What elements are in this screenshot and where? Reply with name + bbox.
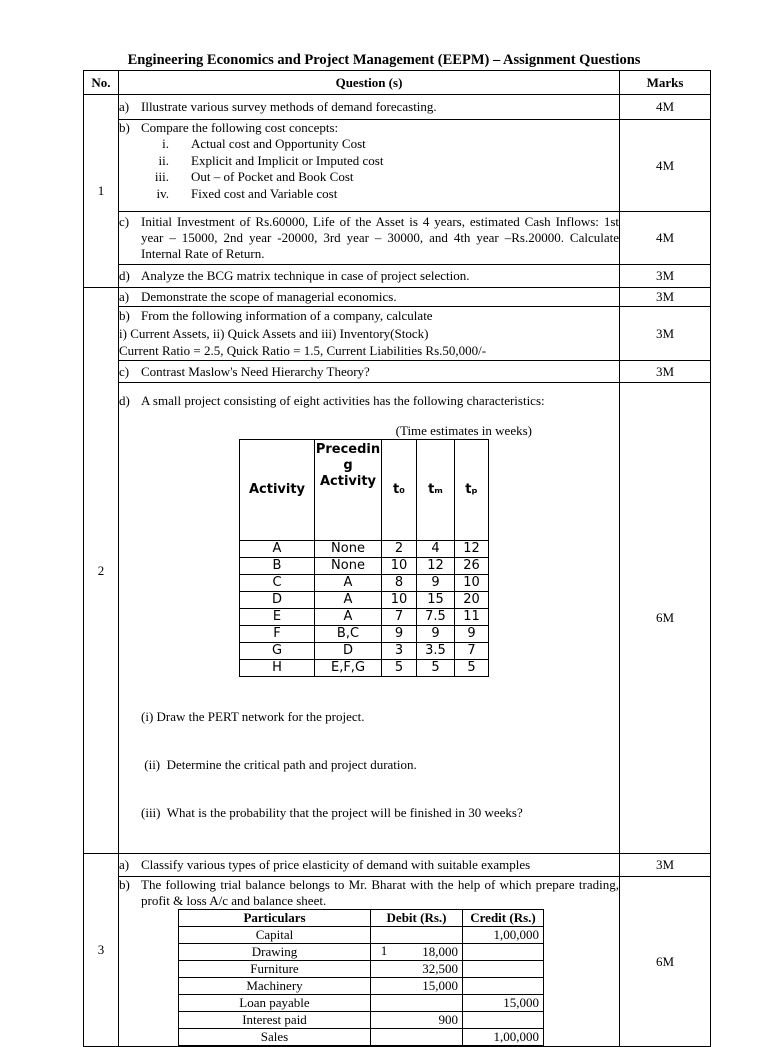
trial-balance-row: Loan payable 15,000 [179, 995, 544, 1012]
q1b-marks: 4M [620, 120, 711, 212]
q1d-label: d) [119, 268, 130, 283]
q2b-row [84, 307, 711, 361]
q3b-row [84, 877, 711, 1047]
q3b-marks: 6M [620, 877, 711, 1047]
q1b-text: Compare the following cost concepts: [141, 120, 339, 135]
q2d-subquestion: (iii) What is the probability that the project will be finished in 30 weeks? [141, 805, 523, 820]
trial-balance-row: Sales 1,00,000 [179, 1029, 544, 1046]
pert-row: D A 10 15 20 [240, 592, 489, 609]
q1c-text: Initial Investment of Rs.60000, Life of the Asset is 4 years, estimated Cash Inflows: 1st year – 15000, 2nd year -20000, 3rd year – 30000, and 4th year –Rs.20000. Calculate Internal Rate of Return. [141, 214, 619, 261]
q1a-label: a) [119, 99, 130, 114]
pert-header-tp: tₚ [455, 440, 489, 541]
q3a-label: a) [119, 857, 130, 872]
pert-row: C A 8 9 10 [240, 575, 489, 592]
trial-balance-row: Interest paid 900 [179, 1012, 544, 1029]
trial-balance-row: Furniture 32,500 [179, 961, 544, 978]
q2a-row [84, 288, 711, 307]
tb-header-credit: Credit (Rs.) [463, 910, 544, 927]
pert-header-preceding: Precedin g Activity [315, 440, 382, 541]
q1-number: 1 [84, 95, 119, 288]
header-question: Question (s) [119, 71, 620, 95]
q1b-item: iii. Out – of Pocket and Book Cost [154, 169, 354, 184]
q2c-text: Contrast Maslow's Need Hierarchy Theory? [141, 363, 370, 379]
q2-number: 2 [84, 288, 119, 854]
q1c-marks: 4M [620, 212, 711, 265]
q2c-row [84, 361, 711, 383]
q2b-label: b) [119, 308, 130, 324]
q1c-row [84, 212, 711, 265]
q1b-label: b) [119, 120, 130, 135]
q1b-item: i. Actual cost and Opportunity Cost [162, 136, 366, 151]
q1b-item: ii. Explicit and Implicit or Imputed cost [158, 152, 384, 168]
q3b-label: b) [119, 877, 130, 892]
q1d-text: Analyze the BCG matrix technique in case of project selection. [141, 268, 470, 283]
q2d-label: d) [119, 393, 130, 408]
q2a-text: Demonstrate the scope of managerial economics. [141, 289, 397, 304]
pert-row: F B,C 9 9 9 [240, 626, 489, 643]
q2d-marks: 6M [620, 383, 711, 854]
pert-row: A None 2 4 12 [240, 541, 489, 558]
q3b-text: The following trial balance belongs to Mr. Bharat with the help of which prepare trading, profit & loss A/c and balance sheet. [141, 877, 619, 908]
time-estimate-note: (Time estimates in weeks) [395, 423, 532, 438]
tb-header-debit: Debit (Rs.) [371, 910, 463, 927]
q3a-row [84, 854, 711, 877]
header-row [84, 71, 711, 95]
q2d-subquestion: (ii) Determine the critical path and project duration. [141, 757, 417, 772]
q1d-row [84, 265, 711, 288]
q2c-label: c) [119, 363, 130, 379]
q1a-marks: 4M [620, 95, 711, 120]
q1c-label: c) [119, 214, 130, 229]
q2a-marks: 3M [620, 288, 711, 307]
trial-balance-row: Capital 1,00,000 [179, 927, 544, 944]
page-number: 1 [380, 943, 388, 958]
trial-balance-header-row [179, 910, 544, 927]
pert-row: H E,F,G 5 5 5 [240, 660, 489, 677]
q1d-marks: 3M [620, 265, 711, 288]
q2d-subquestion: (i) Draw the PERT network for the project. [141, 709, 365, 724]
header-marks: Marks [620, 71, 711, 95]
q1b-item: iv. Fixed cost and Variable cost [156, 185, 338, 201]
pert-header-activity: Activity [240, 440, 315, 541]
document-title: Engineering Economics and Project Management (EEPM) – Assignment Questions [127, 52, 641, 68]
trial-balance-row: Drawing 18,000 [179, 944, 544, 961]
pert-header-row [240, 440, 489, 541]
q1a-row [84, 95, 711, 120]
pert-header-tm: tₘ [417, 440, 455, 541]
q2a-label: a) [119, 289, 130, 304]
q2d-text: A small project consisting of eight activities has the following characteristics: [141, 393, 545, 408]
tb-header-particulars: Particulars [179, 910, 371, 927]
q3a-marks: 3M [620, 854, 711, 877]
q2d-row [84, 383, 711, 854]
q2b-text: From the following information of a company, calculate [141, 308, 433, 324]
pert-row: E A 7 7.5 11 [240, 609, 489, 626]
trial-balance-row: Machinery 15,000 [179, 978, 544, 995]
pert-row: G D 3 3.5 7 [240, 643, 489, 660]
header-no: No. [84, 71, 119, 95]
q1a-text: Illustrate various survey methods of demand forecasting. [141, 99, 437, 114]
q2b-line2: i) Current Assets, ii) Quick Assets and iii) Inventory(Stock) [119, 325, 429, 341]
q3a-text: Classify various types of price elasticity of demand with suitable examples [141, 857, 531, 872]
q3-number: 3 [84, 854, 119, 1047]
q2c-marks: 3M [620, 361, 711, 383]
pert-row: B None 10 12 26 [240, 558, 489, 575]
questions-table [83, 70, 711, 1047]
q1b-row [84, 120, 711, 212]
q2b-line3: Current Ratio = 2.5, Quick Ratio = 1.5, Current Liabilities Rs.50,000/- [119, 343, 487, 359]
pert-table [239, 439, 489, 677]
q2b-marks: 3M [620, 307, 711, 361]
pert-header-t0: t₀ [382, 440, 417, 541]
trial-balance-table [178, 909, 544, 1046]
